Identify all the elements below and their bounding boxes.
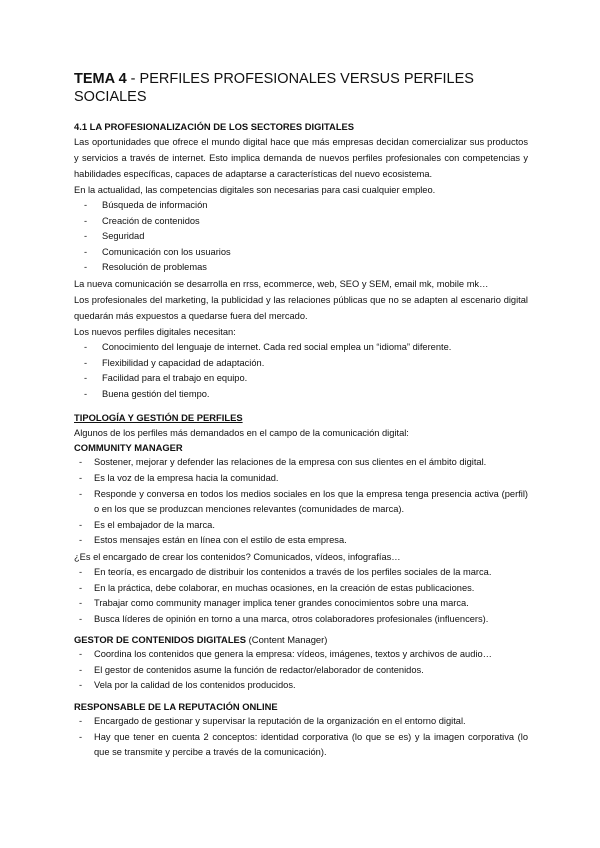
list-item: - En teoría, es encargado de distribuir los contenidos a través de los perfiles sociales de la marca.	[74, 565, 528, 581]
list-item: - Busca líderes de opinión en torno a una marca, otros colaboradores profesionales (influencers).	[74, 612, 528, 628]
list-item: - Coordina los contenidos que genera la empresa: vídeos, imágenes, textos y archivos de audio…	[74, 647, 528, 663]
list-item: - Responde y conversa en todos los medios sociales en los que la empresa tenga presencia activa (perfil) o en los que se produzcan menciones relevantes (comunidades de marca).	[74, 487, 528, 518]
list-item: - Vela por la calidad de los contenidos producidos.	[74, 678, 528, 694]
list-item: - Seguridad	[74, 229, 528, 245]
list-item: - El gestor de contenidos asume la función de redactor/elaborador de contenidos.	[74, 663, 528, 679]
necesidades-list	[74, 340, 528, 402]
list-item: - Sostener, mejorar y defender las relaciones de la empresa con sus clientes en el ámbito digital.	[74, 455, 528, 471]
list-item: - En la práctica, debe colaborar, en muchas ocasiones, en la creación de estas publicaciones.	[74, 581, 528, 597]
paragraph-oportunidades: Las oportunidades que ofrece el mundo digital hace que más empresas decidan comercializar sus productos y servicios a través de internet. Esto implica demanda de nuevos perfiles profesionales con competencias y habilidades específicas, capaces de adaptarse a características del nuevo ecosistema.	[74, 137, 528, 179]
list-item: - Comunicación con los usuarios	[74, 245, 528, 261]
list-item: - Estos mensajes están en línea con el estilo de esta empresa.	[74, 533, 528, 549]
list-item: - Resolución de problemas	[74, 260, 528, 276]
subheading-reputacion-online: RESPONSABLE DE LA REPUTACIÓN ONLINE	[74, 701, 278, 713]
subheading-gestor-contenidos	[74, 633, 528, 647]
community-manager-contenidos-list	[74, 565, 528, 627]
section-heading-profesionalizacion: 4.1 LA PROFESIONALIZACIÓN DE LOS SECTORES DIGITALES	[74, 121, 355, 132]
list-item: - Buena gestión del tiempo.	[74, 387, 528, 403]
list-item: - Facilidad para el trabajo en equipo.	[74, 371, 528, 387]
paragraph-profesionales: Los profesionales del marketing, la publicidad y las relaciones públicas que no se adapten al escenario digital quedarán más expuestos a quedarse fuera del mercado.	[74, 294, 528, 321]
list-item: - Trabajar como community manager implica tener grandes conocimientos sobre una marca.	[74, 596, 528, 612]
title-topic-number: TEMA 4	[74, 71, 127, 87]
subheading-gestor-title: GESTOR DE CONTENIDOS DIGITALES	[74, 634, 247, 646]
page-title	[74, 70, 528, 106]
list-item: - Conocimiento del lenguaje de internet. Cada red social emplea un “idioma” diferente.	[74, 340, 528, 356]
reputacion-online-list	[74, 714, 528, 761]
list-item: - Es el embajador de la marca.	[74, 518, 528, 534]
list-item: - Creación de contenidos	[74, 214, 528, 230]
section-heading-tipologia: TIPOLOGÍA Y GESTIÓN DE PERFILES	[74, 412, 243, 424]
list-item: - Hay que tener en cuenta 2 conceptos: identidad corporativa (lo que se es) y la imagen corporativa (lo que se transmite y percibe a través de la comunicación).	[74, 730, 528, 761]
paragraph-nueva-comunicacion: La nueva comunicación se desarrolla en rrss, ecommerce, web, SEO y SEM, email mk, mobile mk…	[74, 278, 489, 289]
gestor-contenidos-list	[74, 647, 528, 694]
title-text: - PERFILES PROFESIONALES VERSUS PERFILES SOCIALES	[74, 71, 474, 105]
list-item: - Flexibilidad y capacidad de adaptación.	[74, 356, 528, 372]
list-item: - Búsqueda de información	[74, 198, 528, 214]
list-item: - Es la voz de la empresa hacia la comunidad.	[74, 471, 528, 487]
subheading-community-manager: COMMUNITY MANAGER	[74, 442, 183, 454]
list-item: - Encargado de gestionar y supervisar la reputación de la organización en el entorno digital.	[74, 714, 528, 730]
subheading-gestor-subtitle: (Content Manager)	[246, 634, 328, 646]
paragraph-nuevos-perfiles: Los nuevos perfiles digitales necesitan:	[74, 326, 236, 337]
paragraph-competencias: En la actualidad, las competencias digitales son necesarias para casi cualquier empleo.	[74, 185, 436, 195]
community-manager-list	[74, 455, 528, 549]
paragraph-perfiles-demandados: Algunos de los perfiles más demandados en el campo de la comunicación digital:	[74, 428, 409, 439]
paragraph-pregunta-contenidos: ¿Es el encargado de crear los contenidos? Comunicados, vídeos, infografías…	[74, 551, 401, 562]
competencias-list	[74, 198, 528, 276]
document-body	[74, 70, 528, 761]
